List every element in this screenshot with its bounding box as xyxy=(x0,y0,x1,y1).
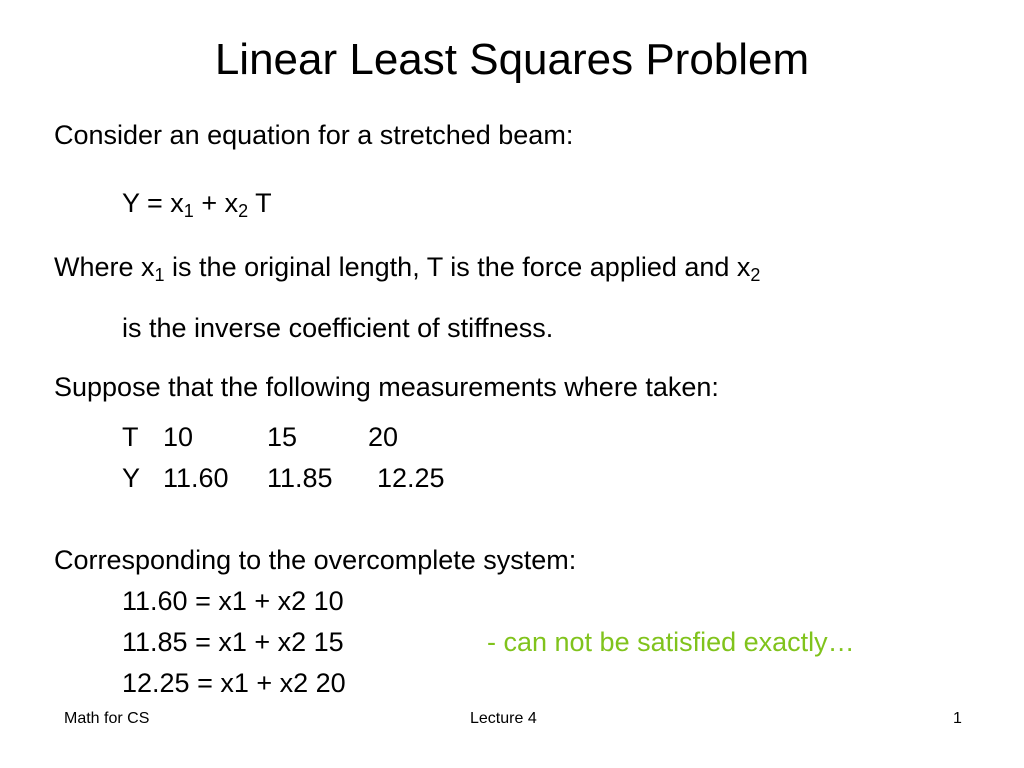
where-subscript-1: 1 xyxy=(154,265,165,285)
y-row-label: Y xyxy=(122,463,141,493)
y-value-1: 11.60 xyxy=(163,463,229,493)
equation-rhs: T xyxy=(248,188,272,218)
t-value-2: 15 xyxy=(267,422,298,452)
where-part-1: Where x xyxy=(54,252,155,282)
t-value-3: 20 xyxy=(368,422,399,452)
equation-lhs: Y = x xyxy=(122,188,184,218)
y-value-2: 11.85 xyxy=(267,463,333,493)
where-line-2: is the inverse coefficient of stiffness. xyxy=(122,313,554,343)
where-line-1 xyxy=(54,250,760,284)
where-subscript-2: 2 xyxy=(750,265,761,285)
equation-mid: + x xyxy=(193,188,239,218)
beam-equation xyxy=(122,186,272,220)
slide-title: Linear Least Squares Problem xyxy=(214,35,810,84)
equation-subscript-1: 1 xyxy=(183,201,194,221)
system-equation-2: 11.85 = x1 + x2 15 xyxy=(122,627,344,657)
system-intro: Corresponding to the overcomplete system: xyxy=(54,545,577,575)
intro-text: Consider an equation for a stretched beam: xyxy=(54,120,574,150)
suppose-text: Suppose that the following measurements where taken: xyxy=(54,372,719,402)
unsatisfiable-note: - can not be satisfied exactly… xyxy=(487,627,855,657)
system-equation-1: 11.60 = x1 + x2 10 xyxy=(122,586,344,616)
footer-page-number: 1 xyxy=(953,710,962,727)
where-part-2: is the original length, T is the force applied and x xyxy=(164,252,751,282)
y-value-3: 12.25 xyxy=(377,463,445,493)
t-row-label: T xyxy=(122,422,139,452)
t-value-1: 10 xyxy=(163,422,194,452)
footer-lecture: Lecture 4 xyxy=(470,710,537,727)
equation-subscript-2: 2 xyxy=(238,201,249,221)
system-equation-3: 12.25 = x1 + x2 20 xyxy=(122,668,346,698)
footer-course: Math for CS xyxy=(64,710,150,727)
